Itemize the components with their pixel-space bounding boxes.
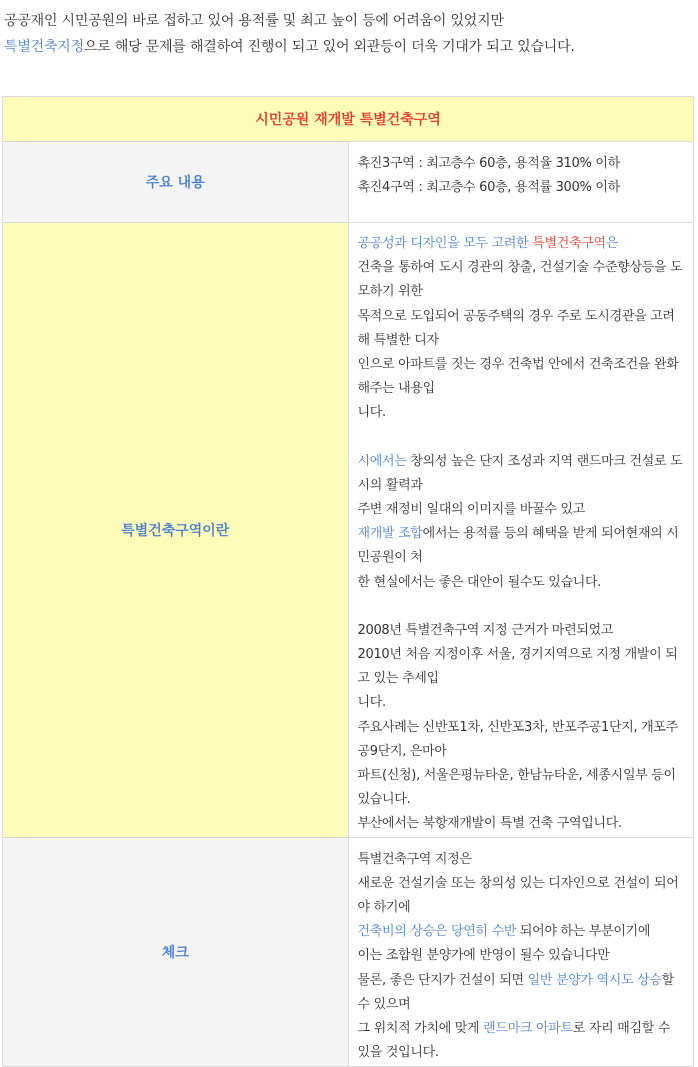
table-row: [3, 223, 694, 838]
highlight-text: 공공성과 디자인을 모두 고려한: [357, 236, 529, 251]
content-text: 창의성 높은 단지 조성과 지역 랜드마크 건설로 도시의 활력과: [357, 453, 683, 493]
highlight-red-text: 특별건축구역: [532, 236, 606, 251]
content-line: [358, 450, 686, 498]
content-line: [358, 920, 686, 944]
content-line: 이는 조합원 분양가에 반영이 될수 있습니다만: [357, 948, 610, 964]
row-content-check: [348, 837, 694, 1066]
table-row: [3, 142, 694, 223]
content-text: 그 위치적 가치에 맞게: [357, 1021, 484, 1037]
row-content-definition: [348, 223, 694, 838]
content-line: 파트(신청), 서울은평뉴타운, 한남뉴타운, 세종시일부 등이 있습니다.: [357, 768, 676, 808]
content-line: [358, 969, 686, 1017]
content-line: 니다.: [357, 695, 386, 711]
intro-text: [4, 8, 694, 60]
highlight-text: 랜드마크 아파트: [483, 1021, 573, 1037]
highlight-text: 시에서는: [357, 453, 407, 469]
content-line: 촉진3구역 : 최고층수 60층, 용적율 310% 이하: [357, 156, 620, 171]
content-line: 새로운 건설기술 또는 창의성 있는 디자인으로 건설이 되어야 하기에: [357, 875, 679, 916]
content-line: 2008년 특별건축구역 지정 근거가 마련되었고: [357, 622, 614, 638]
highlight-text: 은: [605, 236, 619, 251]
intro-line-2-text: 으로 해당 문제를 해결하여 진행이 되고 있어 외관등이 더욱 기대가 되고 있습니다.: [83, 39, 575, 55]
intro-line-2: [4, 34, 694, 60]
table-title: 시민공원 재개발 특별건축구역: [3, 97, 694, 142]
content-line: 한 현실에서는 좋은 대안이 될수도 있습니다.: [357, 574, 602, 590]
paragraph-gap: [358, 595, 686, 619]
content-line: 부산에서는 북항재개발이 특별 건축 구역입니다.: [357, 816, 622, 832]
row-content-main: [348, 142, 694, 223]
content-text: 할수 있으며: [357, 972, 674, 1012]
content-line: [358, 232, 686, 256]
content-line: 건축을 통하여 도시 경관의 창출, 건설기술 수준향상등을 도모하기 위한: [357, 260, 683, 300]
content-line: 니다.: [357, 405, 386, 421]
content-line: 주요사례는 신반포1차, 신반포3차, 반포주공1단지, 개포주공9단지, 은마아: [357, 719, 678, 759]
content-line: [358, 522, 686, 570]
row-label-main: 주요 내용: [3, 142, 349, 223]
paragraph-gap: [358, 426, 686, 450]
intro-line-1: [4, 8, 694, 34]
table-title-row: [3, 97, 694, 142]
special-zone-table: [2, 96, 694, 1067]
intro-line-1-text: 공공재인 시민공원의 바로 접하고 있어 용적률 및 최고 높이 등에 어려움이 있었지만: [4, 13, 504, 29]
row-label-check: 체크: [3, 837, 349, 1066]
content-line: [358, 1017, 686, 1065]
content-text: 물론, 좋은 단지가 건설이 되면: [357, 972, 528, 988]
content-line: 인으로 아파트를 짓는 경우 건축법 안에서 건축조건을 완화해주는 내용입: [357, 357, 679, 397]
content-text: 에서는 용적률 등의 혜택을 받게 되어현재의 시민공원이 처: [357, 526, 679, 566]
content-line: 목적으로 도입되어 공동주택의 경우 주로 도시경관을 고려해 특별한 디자: [357, 308, 675, 348]
content-line: 2010년 처음 지정이후 서울, 경기지역으로 지정 개발이 되고 있는 추세입: [357, 647, 678, 687]
content-text: 되어야 하는 부분이기에: [516, 924, 651, 940]
content-line: 촉진4구역 : 최고층수 60층, 용적률 300% 이하: [357, 180, 620, 196]
content-text: 로 자리 매김할 수 있을 것입니다.: [357, 1021, 671, 1061]
content-line: 주변 재정비 일대의 이미지를 바꿀수 있고: [357, 502, 586, 518]
highlight-text: 일반 분양가 역시도 상승: [527, 972, 662, 988]
table-row: [3, 837, 694, 1066]
intro-highlight: 특별건축지정: [4, 39, 84, 55]
highlight-text: 재개발 조합: [357, 526, 423, 542]
highlight-text: 건축비의 상승은 당연히 수반: [357, 924, 517, 940]
content-line: 특별건축구역 지정은: [357, 851, 472, 867]
row-label-definition: 특별건축구역이란: [3, 223, 349, 838]
